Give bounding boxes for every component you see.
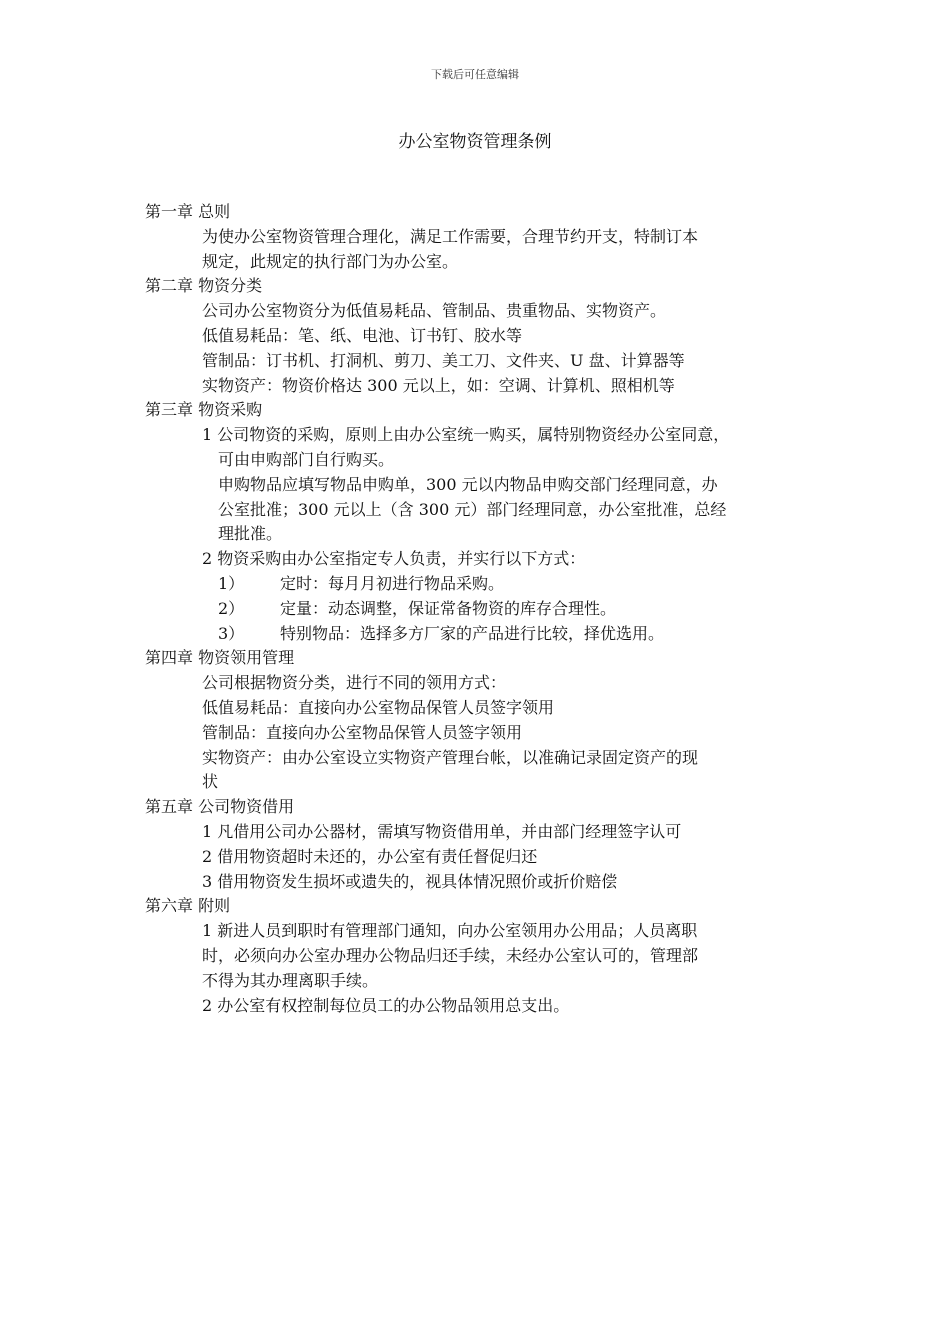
paragraph-line: 3 借用物资发生损坏或遗失的，视具体情况照价或折价赔偿 (202, 871, 618, 891)
list-item (145, 597, 825, 622)
paragraph-line: 理批准。 (218, 524, 283, 544)
paragraph-line: 2 借用物资超时未还的，办公室有责任督促归还 (202, 846, 538, 866)
paragraph-line: 管制品：直接向办公室物品保管人员签字领用 (202, 722, 523, 742)
list-number: 1） (218, 573, 245, 593)
paragraph-line: 规定，此规定的执行部门为办公室。 (202, 251, 459, 271)
paragraph-line: 1 新进人员到职时有管理部门通知，向办公室领用办公用品；人员离职 (202, 921, 698, 941)
document-title: 办公室物资管理条例 (398, 132, 552, 152)
paragraph-line: 2 办公室有权控制每位员工的办公物品领用总支出。 (202, 995, 570, 1015)
paragraph-line: 实物资产：由办公室设立实物资产管理台帐，以准确记录固定资产的现 (202, 747, 699, 767)
paragraph-line: 不得为其办理离职手续。 (202, 970, 379, 990)
paragraph-line: 1 凡借用公司办公器材，需填写物资借用单，并由部门经理签字认可 (202, 821, 682, 841)
paragraph-line: 公司办公室物资分为低值易耗品、管制品、贵重物品、实物资产。 (202, 301, 667, 321)
list-item (145, 622, 825, 647)
paragraph-line: 公司根据物资分类，进行不同的领用方式： (202, 673, 507, 693)
paragraph-line: 公室批准；300 元以上（含 300 元）部门经理同意，办公室批准，总经 (218, 499, 727, 519)
paragraph-line: 低值易耗品：直接向办公室物品保管人员签字领用 (202, 697, 555, 717)
list-text: 特别物品：选择多方厂家的产品进行比较，择优选用。 (280, 623, 665, 643)
list-number: 2） (218, 598, 245, 618)
list-text: 定量：动态调整，保证常备物资的库存合理性。 (280, 598, 617, 618)
paragraph-line: 低值易耗品：笔、纸、电池、订书钉、胶水等 (202, 325, 523, 345)
list-number: 3） (218, 623, 245, 643)
chapter-heading: 第四章 物资领用管理 (145, 648, 295, 668)
paragraph-line: 实物资产：物资价格达 300 元以上，如：空调、计算机、照相机等 (202, 375, 675, 395)
chapter-heading: 第三章 物资采购 (145, 400, 263, 420)
list-item (145, 572, 825, 597)
list-text: 定时：每月月初进行物品采购。 (280, 573, 505, 593)
paragraph-line: 状 (202, 772, 219, 792)
paragraph-line: 申购物品应填写物品申购单，300 元以内物品申购交部门经理同意，办 (218, 474, 718, 494)
chapter-heading: 第二章 物资分类 (145, 276, 263, 296)
paragraph-line: 1 公司物资的采购，原则上由办公室统一购买，属特别物资经办公室同意， (202, 425, 730, 445)
paragraph-line: 时，必须向办公室办理办公物品归还手续，未经办公室认可的，管理部 (202, 945, 699, 965)
document-body (145, 200, 825, 1018)
paragraph-line: 为使办公室物资管理合理化，满足工作需要，合理节约开支，特制订本 (202, 226, 699, 246)
chapter-heading: 第一章 总则 (145, 202, 231, 221)
paragraph-line: 管制品：订书机、打洞机、剪刀、美工刀、文件夹、U 盘、计算器等 (202, 350, 685, 370)
chapter-heading: 第五章 公司物资借用 (145, 797, 295, 817)
paragraph-line: 可由申购部门自行购买。 (218, 449, 395, 469)
chapter-heading: 第六章 附则 (145, 896, 231, 916)
paragraph-line: 2 物资采购由办公室指定专人负责，并实行以下方式： (202, 549, 586, 569)
header-note: 下载后可任意编辑 (431, 68, 519, 81)
